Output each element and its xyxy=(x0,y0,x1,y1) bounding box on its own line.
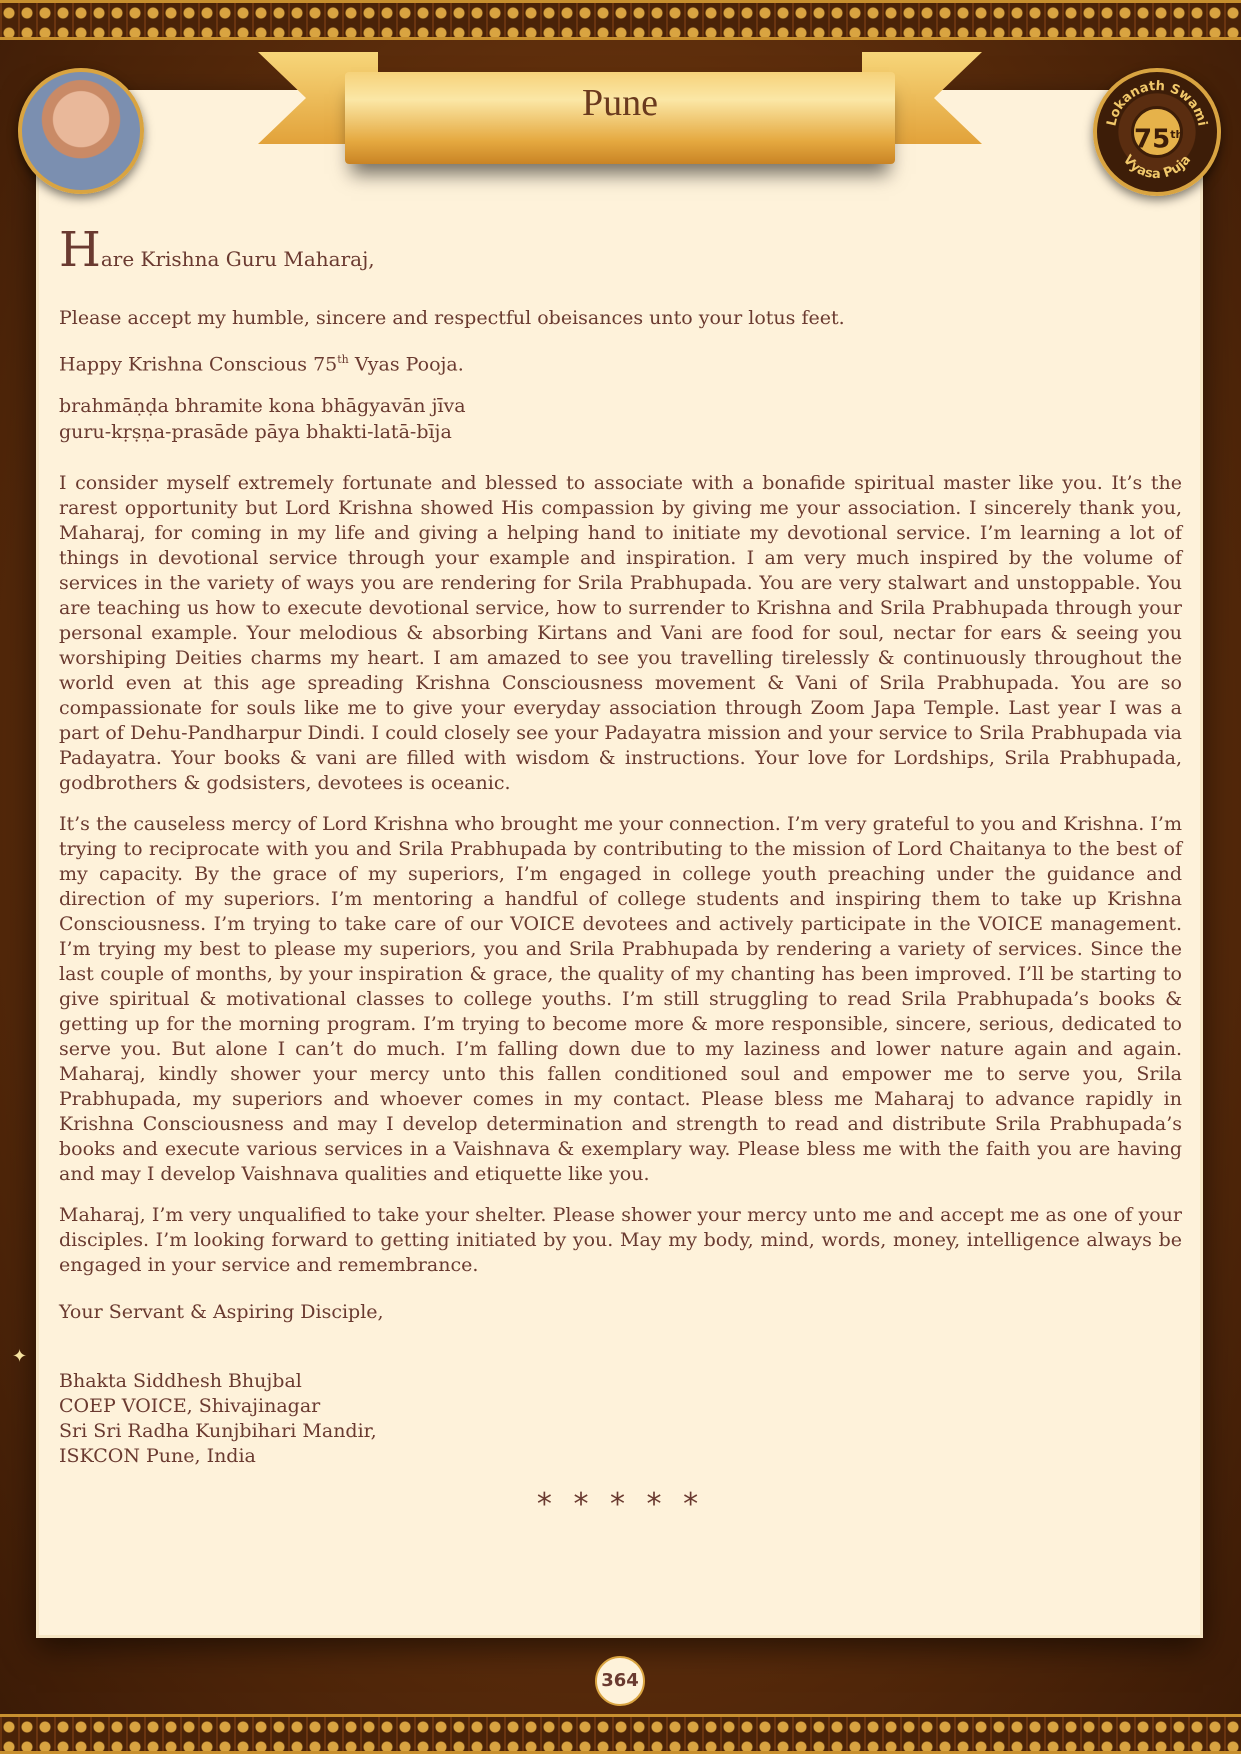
decorative-border-top xyxy=(0,0,1241,40)
signature-line: COEP VOICE, Shivajinagar xyxy=(59,1395,321,1418)
paragraph: Maharaj, I’m very unqualified to take your shelter. Please shower your mercy unto me and accept me as one of your disciples. I’m looking forward to getting initiated by you. May my body, mind, words, money, intelligence always be engaged in your service and remembrance. xyxy=(59,1204,1182,1277)
author-portrait xyxy=(18,68,144,194)
decorative-border-bottom xyxy=(0,1714,1241,1754)
greeting-line: Happy Krishna Conscious 75th Vyas Pooja. xyxy=(59,353,464,376)
section-divider: * * * * * xyxy=(536,1487,705,1522)
verse-line: brahmāṇḍa bhramite kona bhāgyavān jīva xyxy=(59,395,466,418)
verse xyxy=(59,393,1182,445)
signature-line: Bhakta Siddhesh Bhujbal xyxy=(59,1370,302,1393)
page-title: Pune xyxy=(582,82,658,124)
sparkle-icon: ✦ xyxy=(12,1346,28,1367)
obeisance-line: Please accept my humble, sincere and respectful obeisances unto your lotus feet. xyxy=(59,307,845,329)
salutation: Hare Krishna Guru Maharaj, xyxy=(59,222,375,278)
drop-cap: H xyxy=(59,222,101,278)
signature-line: ISKCON Pune, India xyxy=(59,1445,256,1468)
title-ribbon xyxy=(345,72,895,164)
verse-line: guru-kṛṣṇa-prasāde pāya bhakti-latā-bīja xyxy=(59,421,452,444)
paragraph: It’s the causeless mercy of Lord Krishna who brought me your connection. I’m very grateful to you and Krishna. I’m trying to reciprocate with you and Srila Prabhupada by contributing to the mission of Lord Chaitanya to the best of my capacity. By the grace of my superiors, I’m engaged in college youth preaching under the guidance and direction of my superiors. I’m mentoring a handful of college students and inspiring them to take up Krishna Consciousness. I’m trying to take care of our VOICE devotees and actively participate in the VOICE management. I’m trying my best to please my superiors, you and Srila Prabhupada by rendering a variety of services. Since the last couple of months, by your inspiration & grace, the quality of my chanting has been improved. I’ll be starting to give spiritual & motivational classes to college youths. I’m still struggling to read Srila Prabhupada’s books & getting up for the morning program. I’m trying to become more & more responsible, sincere, serious, dedicated to serve you. But alone I can’t do much. I’m falling down due to my laziness and lower nature again and again. Maharaj, kindly shower your mercy unto this fallen conditioned soul and empower me to serve you, Srila Prabhupada, my superiors and whoever comes in my contact. Please bless me Maharaj to advance rapidly in Krishna Consciousness and may I develop determination and strength to read and distribute Srila Prabhupada’s books and execute various services in a Vaishnava & exemplary way. Please bless me with the faith you are having and may I develop Vaishnava qualities and etiquette like you. xyxy=(59,813,1182,1186)
signature-line: Sri Sri Radha Kunjbihari Mandir, xyxy=(59,1420,377,1443)
closing-line: Your Servant & Aspiring Disciple, xyxy=(59,1301,384,1324)
paragraph: I consider myself extremely fortunate and blessed to associate with a bonafide spiritual master like you. It’s the rarest opportunity but Lord Krishna showed His compassion by giving me your association. I sincerely thank you, Maharaj, for coming in my life and giving a helping hand to initiate my devotional service. I’m learning a lot of things in devotional service through your example and inspiration. I am very much inspired by the volume of services in the variety of ways you are rendering for Srila Prabhupada. You are very stalwart and unstoppable. You are teaching us how to execute devotional service, how to surrender to Krishna and Srila Prabhupada through your personal example. Your melodious & absorbing Kirtans and Vani are food for soul, nectar for ears & seeing you worshiping Deities charms my heart. I am amazed to see you travelling tirelessly & continuously throughout the world even at this age spreading Krishna Consciousness movement & Vani of Srila Prabhupada. You are so compassionate for souls like me to give your everyday association through Zoom Japa Temple. Last year I was a part of Dehu-Pandharpur Dindi. I could closely see your Padayatra mission and your service to Srila Prabhupada via Padayatra. Your books & vani are filled with wisdom & instructions. Your love for Lordships, Srila Prabhupada, godbrothers & godsisters, devotees is oceanic. xyxy=(59,472,1182,795)
letter-body xyxy=(59,222,1182,1522)
signature-block xyxy=(59,1369,1182,1469)
seal-number: 75th xyxy=(1131,106,1183,158)
page-number: 364 xyxy=(595,1656,645,1706)
seal-text-bottom: Vyasa Puja xyxy=(1119,152,1195,183)
seal-text-top: Lokanath Swami xyxy=(1104,78,1210,128)
vyasa-puja-seal xyxy=(1093,68,1221,196)
